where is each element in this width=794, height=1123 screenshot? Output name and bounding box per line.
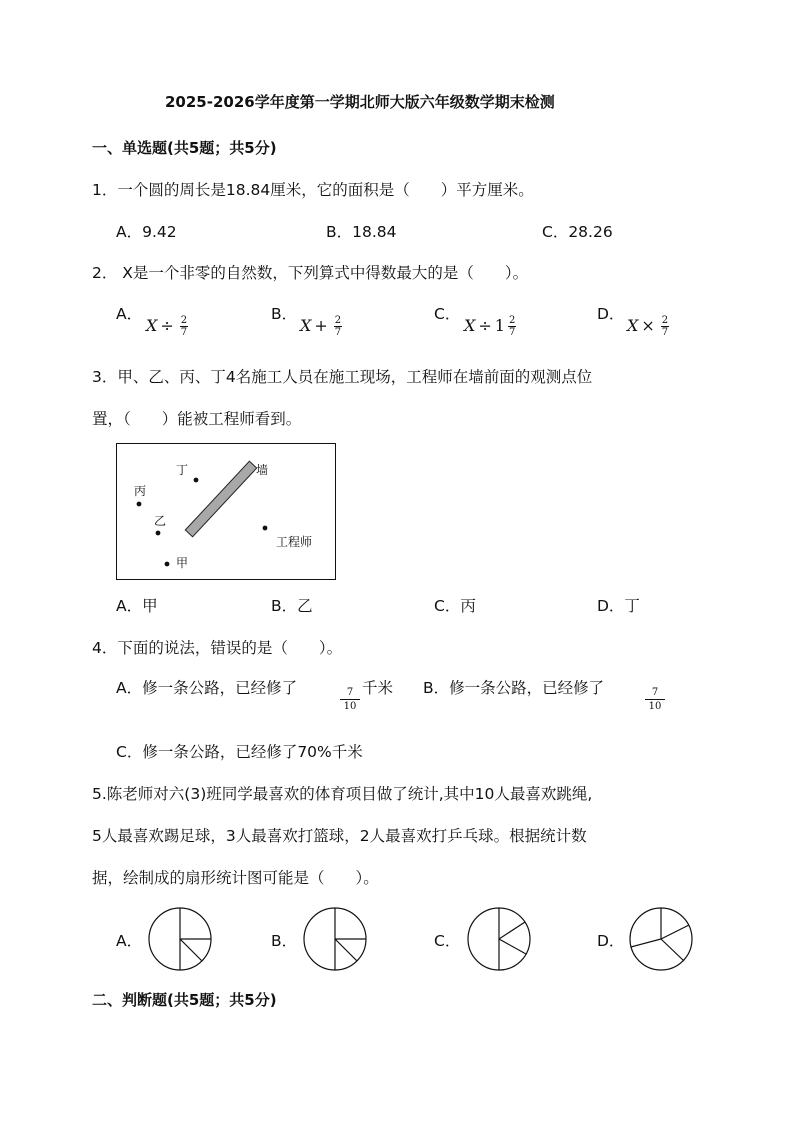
question-4-option-b-fraction: $\frac{7}{10}$ (645, 686, 665, 713)
figure-border (117, 444, 336, 580)
question-2-option-a-expr[interactable]: X ÷ $\frac{2}{7}$ (146, 315, 188, 338)
question-2-option-c-expr[interactable]: X ÷ 1 $\frac{2}{7}$ (464, 315, 516, 338)
label-ding: 丁 (176, 463, 189, 477)
question-1-stem: 1．一个圆的周长是18.84厘米，它的面积是（ ）平方厘米。 (92, 181, 534, 199)
question-4-option-a-fraction: $\frac{7}{10}$ (340, 686, 360, 713)
construction-site-figure (116, 443, 337, 581)
question-5-option-a-label[interactable]: A． (116, 932, 143, 950)
question-4-option-a[interactable]: A．修一条公路，已经修了 (116, 679, 298, 697)
question-2-option-d-expr[interactable]: X × $\frac{2}{7}$ (627, 315, 669, 338)
question-2-option-c-label[interactable]: C． (434, 305, 461, 323)
label-engineer: 工程师 (276, 535, 313, 549)
question-5-option-c-label[interactable]: C． (434, 932, 461, 950)
question-5-option-d-pie[interactable] (628, 906, 694, 972)
worker-yi-dot (156, 531, 161, 536)
question-3-option-d[interactable]: D．丁 (597, 597, 640, 615)
question-3-stem-line-1: 3．甲、乙、丙、丁4名施工人员在施工现场，工程师在墙前面的观测点位 (92, 368, 593, 386)
question-4-option-a-unit: 千米 (362, 679, 394, 697)
question-2-option-d-label[interactable]: D． (597, 305, 625, 323)
worker-jia-dot (165, 562, 170, 567)
question-5-option-b-pie[interactable] (302, 906, 368, 972)
question-3-option-c[interactable]: C．丙 (434, 597, 476, 615)
worker-ding-dot (194, 478, 199, 483)
question-4-option-c[interactable]: C．修一条公路，已经修了70%千米 (116, 743, 363, 761)
label-wall: 墙 (256, 463, 269, 477)
question-5-stem-line-3: 据，绘制成的扇形统计图可能是（ ）。 (92, 869, 379, 887)
section-heading-true-false: 二、判断题(共5题；共5分) (92, 991, 277, 1009)
question-3-stem-line-2: 置，（ ）能被工程师看到。 (92, 410, 302, 428)
question-2-option-b-label[interactable]: B． (271, 305, 298, 323)
engineer-dot (263, 526, 268, 531)
question-5-option-b-label[interactable]: B． (271, 932, 298, 950)
question-5-stem-line-1: 5.陈老师对六(3)班同学最喜欢的体育项目做了统计,其中10人最喜欢跳绳, (92, 785, 593, 803)
label-yi: 乙 (154, 514, 167, 528)
question-1-option-b[interactable]: B．18.84 (326, 223, 397, 241)
question-2-option-a-label[interactable]: A． (116, 305, 143, 323)
section-heading-single-choice: 一、单选题(共5题；共5分) (92, 139, 277, 157)
question-2-option-b-expr[interactable]: X + $\frac{2}{7}$ (300, 315, 342, 338)
question-5-stem-line-2: 5人最喜欢踢足球，3人最喜欢打篮球，2人最喜欢打乒乓球。根据统计数 (92, 827, 587, 845)
question-5-option-a-pie[interactable] (147, 906, 213, 972)
question-3-option-a[interactable]: A．甲 (116, 597, 158, 615)
label-jia: 甲 (176, 556, 189, 570)
question-2-stem: 2． X是一个非零的自然数，下列算式中得数最大的是（ ）。 (92, 264, 529, 282)
question-1-option-c[interactable]: C．28.26 (542, 223, 613, 241)
question-1-option-a[interactable]: A．9.42 (116, 223, 177, 241)
question-5-option-d-label[interactable]: D． (597, 932, 625, 950)
question-5-option-c-pie[interactable] (466, 906, 532, 972)
worker-bing-dot (137, 502, 142, 507)
page-title: 2025-2026学年度第一学期北师大版六年级数学期末检测 (165, 93, 555, 111)
question-4-stem: 4．下面的说法，错误的是（ ）。 (92, 639, 343, 657)
question-3-option-b[interactable]: B．乙 (271, 597, 313, 615)
question-4-option-b[interactable]: B．修一条公路，已经修了 (423, 679, 605, 697)
label-bing: 丙 (134, 484, 147, 498)
